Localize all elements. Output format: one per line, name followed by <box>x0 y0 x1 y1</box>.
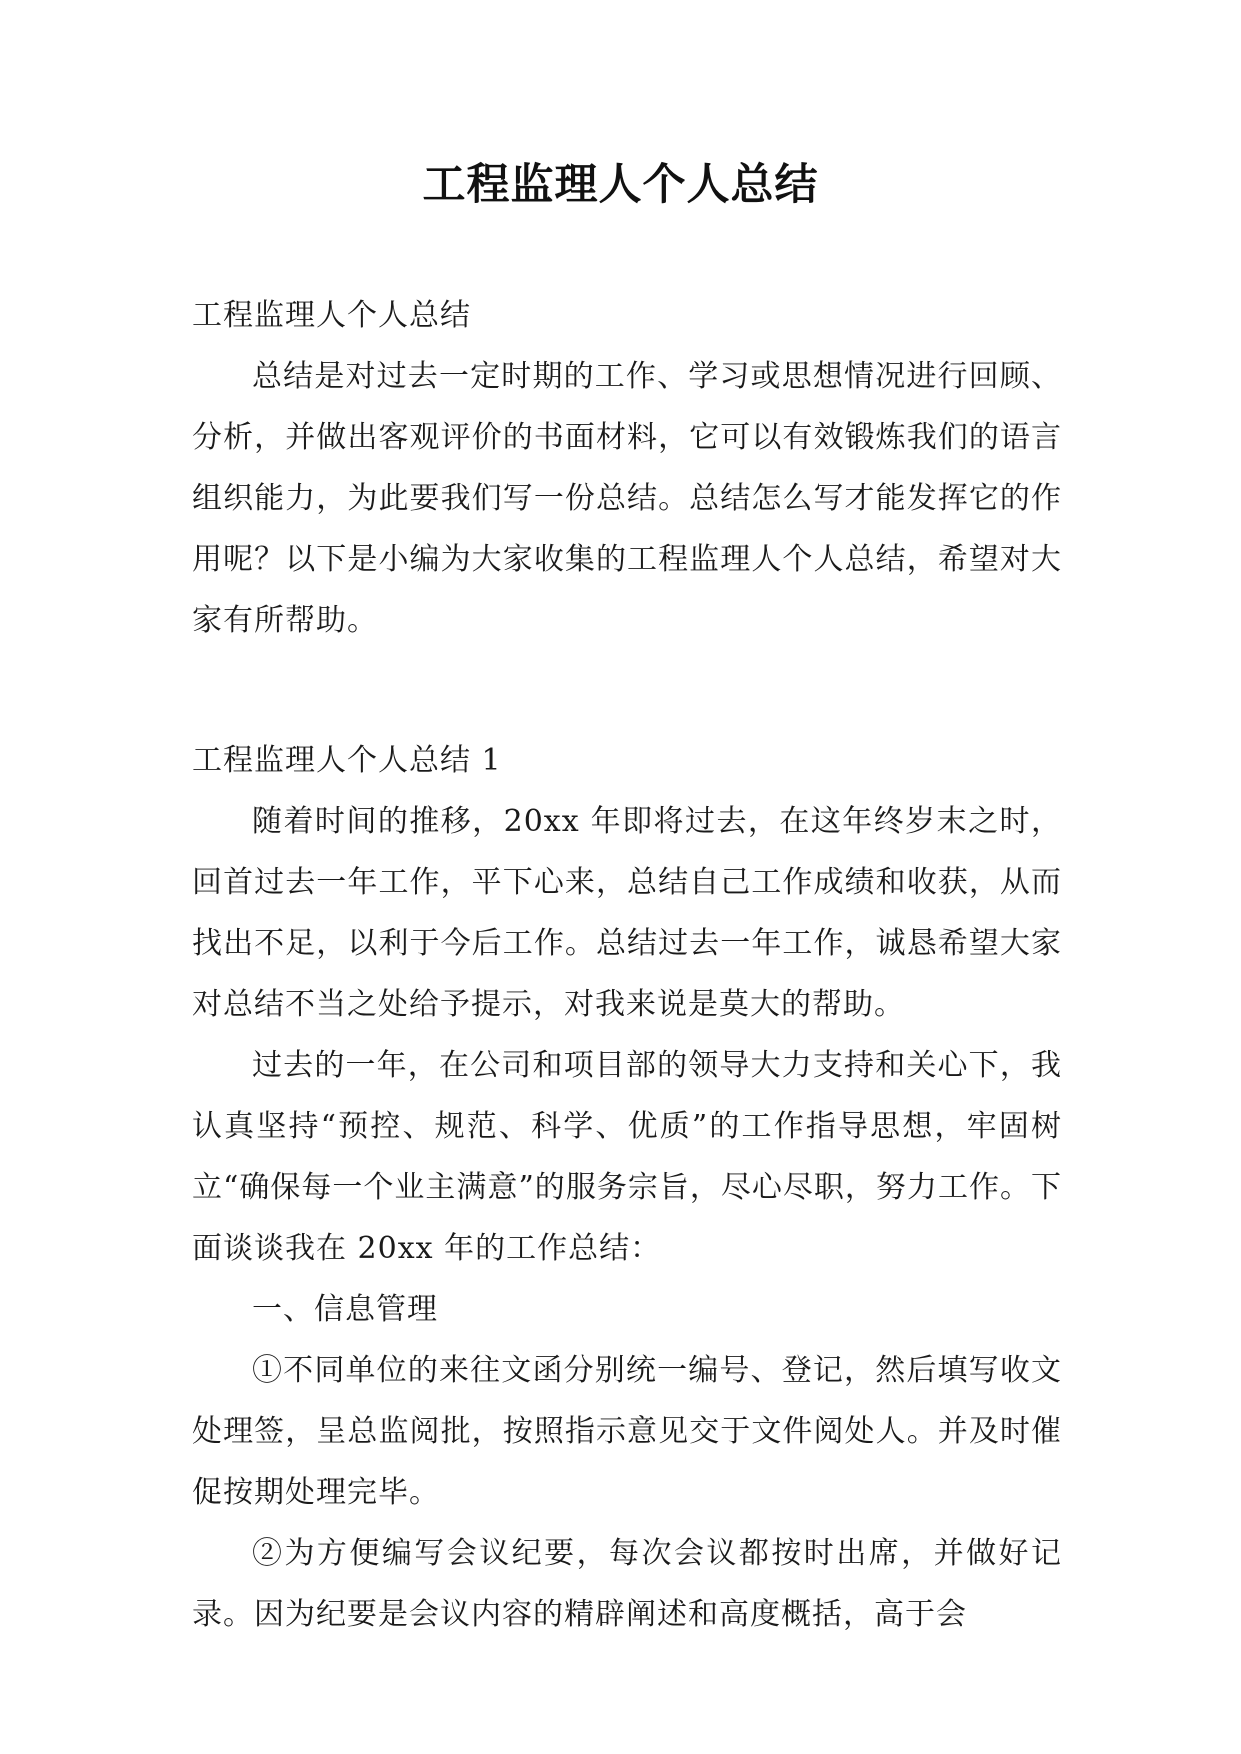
document-title: 工程监理人个人总结 <box>422 160 819 210</box>
intro-paragraph: 总结是对过去一定时期的工作、学习或思想情况进行回顾、分析，并做出客观评价的书面材料，它可以有效锻炼我们的语言组织能力，为此要我们写一份总结。总结怎么写才能发挥它的作用呢？以下是小编为大家收集的工程监理人个人总结，希望对大家有所帮助。 <box>192 359 1062 638</box>
intro-heading: 工程监理人个人总结 <box>192 298 471 333</box>
document-body <box>192 285 1062 1645</box>
list-item: ②为方便编写会议纪要，每次会议都按时出席，并做好记录。因为纪要是会议内容的精辟阐述和高度概括，高于会 <box>192 1536 1062 1632</box>
subsection-heading: 一、信息管理 <box>252 1292 438 1327</box>
body-paragraph: 随着时间的推移，20xx 年即将过去，在这年终岁末之时，回首过去一年工作，平下心来，总结自己工作成绩和收获，从而找出不足，以利于今后工作。总结过去一年工作，诚恳希望大家对总结不当之处给予提示，对我来说是莫大的帮助。 <box>192 804 1062 1022</box>
list-item: ①不同单位的来往文函分别统一编号、登记，然后填写收文处理签，呈总监阅批，按照指示意见交于文件阅处人。并及时催促按期处理完毕。 <box>192 1353 1062 1510</box>
section-heading: 工程监理人个人总结 1 <box>192 743 502 778</box>
body-paragraph: 过去的一年，在公司和项目部的领导大力支持和关心下，我认真坚持“预控、规范、科学、优质”的工作指导思想，牢固树立“确保每一个业主满意”的服务宗旨，尽心尽职，努力工作。下面谈谈我在 20xx 年的工作总结： <box>192 1048 1062 1266</box>
section-spacer <box>192 651 1062 730</box>
